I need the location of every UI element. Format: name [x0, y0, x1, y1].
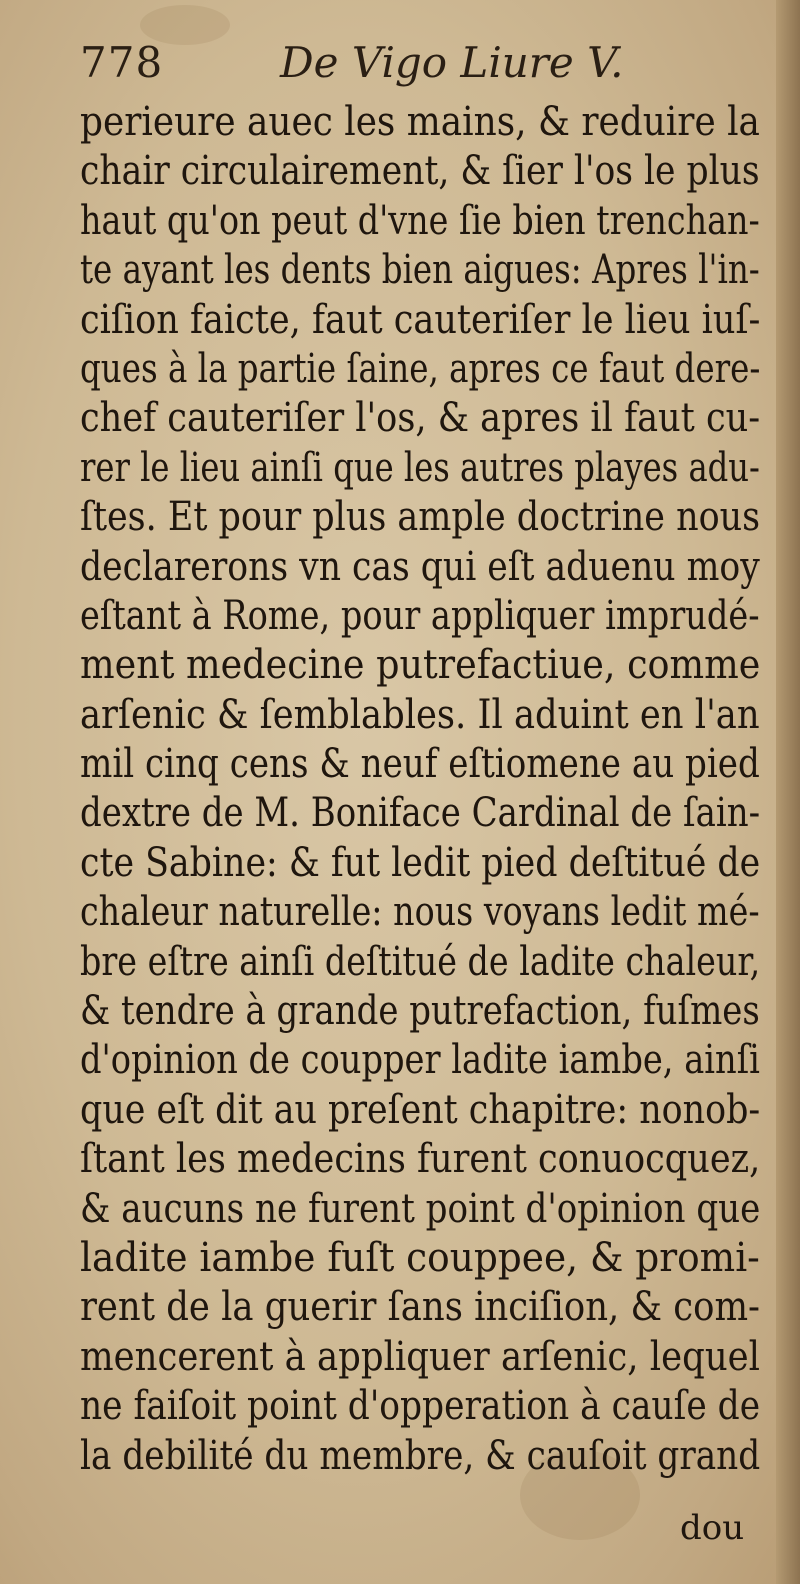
- text-line: chair circulairement, & ſier l'os le plus: [80, 148, 760, 195]
- text-line: te ayant les dents bien aigues: Apres l'in-: [80, 247, 760, 294]
- text-line: & tendre à grande putrefaction, fuſmes: [80, 988, 760, 1035]
- text-line: que eſt dit au preſent chapitre: nonob-: [80, 1086, 761, 1133]
- text-line: chef cauteriſer l'os, & apres il faut cu-: [80, 395, 761, 442]
- text-line: dextre de M. Boniface Cardinal de ſain-: [80, 790, 761, 837]
- text-line: ne faiſoit point d'opperation à cauſe de: [80, 1383, 761, 1430]
- text-line: rent de la guerir ſans inciſion, & com-: [80, 1284, 761, 1331]
- text-line: haut qu'on peut d'vne ſie bien trenchan-: [80, 197, 760, 244]
- text-line: perieure auec les mains, & reduire la: [80, 99, 760, 145]
- text-line: bre eſtre ainſi deſtitué de ladite chaleur,: [80, 938, 761, 985]
- page-header: [80, 38, 680, 98]
- text-line: ladite iambe fuſt couppee, & promi-: [80, 1234, 760, 1281]
- text-line: la debilité du membre, & cauſoit grand: [80, 1432, 761, 1479]
- text-line: declarerons vn cas qui eſt aduenu moy: [80, 543, 760, 590]
- text-line: rer le lieu ainſi que les autres playes adu-: [80, 444, 760, 491]
- text-line: ſtant les medecins furent conuocquez,: [80, 1136, 761, 1183]
- text-line: cte Sabine: & fut ledit pied deſtitué de: [80, 839, 761, 886]
- running-title: De Vigo Liure V.: [280, 38, 624, 87]
- body-text: [80, 98, 770, 1481]
- text-line: arſenic & ſemblables. Il aduint en l'an: [80, 691, 760, 738]
- text-line: mil cinq cens & neuf eſtiomene au pied: [80, 741, 760, 788]
- text-line: eſtant à Rome, pour appliquer imprudé-: [80, 592, 760, 639]
- text-line: chaleur naturelle: nous voyans ledit mé-: [80, 889, 760, 936]
- text-line: ment medecine putrefactiue, comme: [80, 642, 761, 689]
- text-line: ſtes. Et pour plus ample doctrine nous: [80, 494, 761, 541]
- text-line: ciſion faicte, faut cauteriſer le lieu iuſ-: [80, 296, 761, 343]
- text-line: d'opinion de coupper ladite iambe, ainſi: [80, 1037, 760, 1084]
- text-line: mencerent à appliquer arſenic, lequel: [80, 1333, 760, 1380]
- catchword: dou: [680, 1508, 745, 1548]
- text-line: & aucuns ne furent point d'opinion que: [80, 1185, 761, 1232]
- text-line: ques à la partie ſaine, apres ce faut dere-: [80, 345, 761, 392]
- page-edge: [776, 0, 800, 1584]
- page-number: 778: [80, 38, 164, 87]
